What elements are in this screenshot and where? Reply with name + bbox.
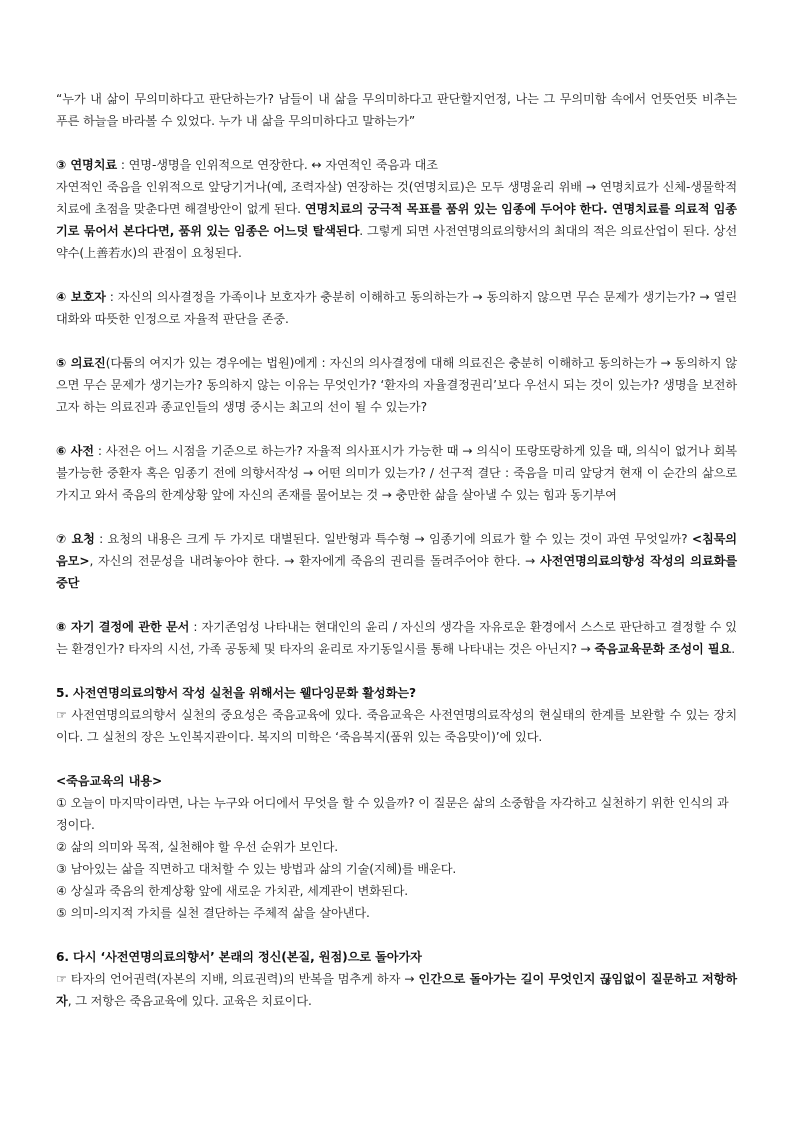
list-item: ④ 상실과 죽음의 한계상황 앞에 새로운 가치관, 세계관이 변화된다. bbox=[56, 884, 409, 898]
body-text: : 자신의 의사결정을 가족이나 보호자가 충분히 이해하고 동의하는가 → 동의하지 않으면 무슨 문제가 생기는가? → 열린 대화와 따뜻한 인정으로 자율적 판단을 존중. bbox=[56, 290, 737, 326]
emphasis-text: 사전연명의료의향성 작성의 의료화를 중단 bbox=[56, 554, 737, 590]
body-text: . 그렇게 되면 사전연명의료의향서의 최대의 적은 의료산업이 된다. 상선약수(上善若水)의 관점이 요청된다. bbox=[56, 224, 737, 260]
list-item: ③ 남아있는 삶을 직면하고 대처할 수 있는 방법과 삶의 기술(지혜)를 배운다. bbox=[56, 862, 457, 876]
opening-quote: “누가 내 삶이 무의미하다고 판단하는가? 남들이 내 삶을 무의미하다고 판단할지언정, 나는 그 무의미함 속에서 언뜻언뜻 비추는 푸른 하늘을 바라볼 수 있었다. 누가 내 삶을 무의미하다고 말하는가” bbox=[56, 92, 737, 128]
section-5 bbox=[56, 682, 737, 748]
emphasis-text: <침묵의 음모> bbox=[56, 532, 737, 568]
section-title: ⑥ 사전 bbox=[56, 444, 94, 458]
body-text: : 요청의 내용은 크게 두 가지로 대별된다. 일반형과 특수형 → 임종기에 의료가 할 수 있는 것이 과연 무엇일까? bbox=[94, 532, 692, 546]
section-heading-line bbox=[56, 154, 737, 176]
body-text: (다툼의 여지가 있는 경우에는 법원)에게 : 자신의 의사결정에 대해 의료진은 충분히 이해하고 동의하는가 → 동의하지 않으면 무슨 문제가 생기는가? 동의하지 않는 이유는 무엇인가? ‘환자의 자율결정권리’보다 우선시 되는 것이 있는가? 생명을 보전하고자 하는 의료진과 종교인들의 생명 중시는 최고의 선이 될 수 있는가? bbox=[56, 356, 737, 414]
body-text: ☞ 타자의 언어권력(자본의 지배, 의료권력)의 반복을 멈추게 하자 → bbox=[56, 972, 419, 986]
section-subtitle: : 연명-생명을 인위적으로 연장한다. ↔ 자연적인 죽음과 대조 bbox=[117, 158, 438, 172]
spacer bbox=[56, 418, 737, 440]
body-text: , 자신의 전문성을 내려놓아야 한다. → 환자에게 죽음의 권리를 돌려주어야 한다. → bbox=[89, 554, 540, 568]
death-education-contents bbox=[56, 770, 737, 924]
section-advance bbox=[56, 440, 737, 506]
spacer bbox=[56, 264, 737, 286]
section-request bbox=[56, 528, 737, 594]
spacer bbox=[56, 132, 737, 154]
section-life-sustaining-treatment bbox=[56, 154, 737, 264]
section-medical-staff bbox=[56, 352, 737, 418]
spacer bbox=[56, 506, 737, 528]
emphasis-text: 연명치료의 궁극적 목표를 품위 있는 임종에 두어야 한다. 연명치료를 의료적 임종기로 묶어서 본다다면, 품위 있는 임종은 어느덧 탈색된다 bbox=[56, 202, 737, 238]
emphasis-text: 인간으로 돌아가는 길이 무엇인지 끊임없이 질문하고 저항하자 bbox=[56, 972, 737, 1008]
body-text: . bbox=[731, 642, 735, 656]
body-text: 자연적인 죽음을 인위적으로 앞당기거나(예, 조력자살) 연장하는 것(연명치료)은 모두 생명윤리 위배 → 연명치료가 신체-생물학적 치료에 초점을 맞춘다면 해결방안이 없게 된다. bbox=[56, 180, 737, 216]
list-item: ① 오늘이 마지막이라면, 나는 누구와 어디에서 무엇을 할 수 있을까? 이 질문은 삶의 소중함을 자각하고 실천하기 위한 인식의 과정이다. bbox=[56, 796, 729, 832]
section-title: ⑧ 자기 결정에 관한 문서 bbox=[56, 620, 190, 634]
body-text: : 사전은 어느 시점을 기준으로 하는가? 자율적 의사표시가 가능한 때 → 의식이 또랑또랑하게 있을 때, 의식이 없거나 회복 불가능한 중환자 혹은 임종기 전에 의향서작성 → 어떤 의미가 있는가? / 선구적 결단 : 죽음을 미리 앞당겨 현재 이 순간의 삶으로 가지고 와서 죽음의 한계상황 앞에 자신의 존재를 물어보는 것 → 충만한 삶을 살아낼 수 있는 힘과 동기부여 bbox=[56, 444, 737, 502]
section-title: ⑦ 요청 bbox=[56, 532, 95, 546]
section-title: ⑤ 의료진 bbox=[56, 356, 106, 370]
section-6 bbox=[56, 946, 737, 1012]
section-heading: 5. 사전연명의료의향서 작성 실천을 위해서는 웰다잉문화 활성화는? bbox=[56, 686, 416, 700]
section-body bbox=[56, 176, 737, 264]
section-heading: 6. 다시 ‘사전연명의료의향서’ 본래의 정신(본질, 원점)으로 돌아가자 bbox=[56, 950, 422, 964]
spacer bbox=[56, 330, 737, 352]
spacer bbox=[56, 594, 737, 616]
body-text: ☞ 사전연명의료의향서 실천의 중요성은 죽음교육에 있다. 죽음교육은 사전연명의료작성의 현실태의 한계를 보완할 수 있는 장치이다. 그 실천의 장은 노인복지관이다. 복지의 미학은 ‘죽음복지(품위 있는 죽음맞이)’에 있다. bbox=[56, 708, 737, 744]
body-text: , 그 저항은 죽음교육에 있다. 교육은 치료이다. bbox=[67, 994, 312, 1008]
section-guardian bbox=[56, 286, 737, 330]
spacer bbox=[56, 924, 737, 946]
education-list bbox=[56, 792, 737, 924]
section-self-determination bbox=[56, 616, 737, 660]
spacer bbox=[56, 748, 737, 770]
list-item: ⑤ 의미-의지적 가치를 실천 결단하는 주체적 삶을 살아낸다. bbox=[56, 906, 370, 920]
section-title: ③ 연명치료 bbox=[56, 158, 118, 172]
spacer bbox=[56, 660, 737, 682]
list-heading: <죽음교육의 내용> bbox=[56, 774, 163, 788]
list-item: ② 삶의 의미와 목적, 실천해야 할 우선 순위가 보인다. bbox=[56, 840, 339, 854]
section-title: ④ 보호자 bbox=[56, 290, 106, 304]
body-text: : 자기존엄성 나타내는 현대인의 윤리 / 자신의 생각을 자유로운 환경에서 스스로 판단하고 결정할 수 있는 환경인가? 타자의 시선, 가족 공동체 및 타자의 윤리로 자기동일시를 통해 나타내는 것은 아닌지? → bbox=[56, 620, 737, 656]
emphasis-text: 죽음교육문화 조성이 필요 bbox=[594, 642, 732, 656]
